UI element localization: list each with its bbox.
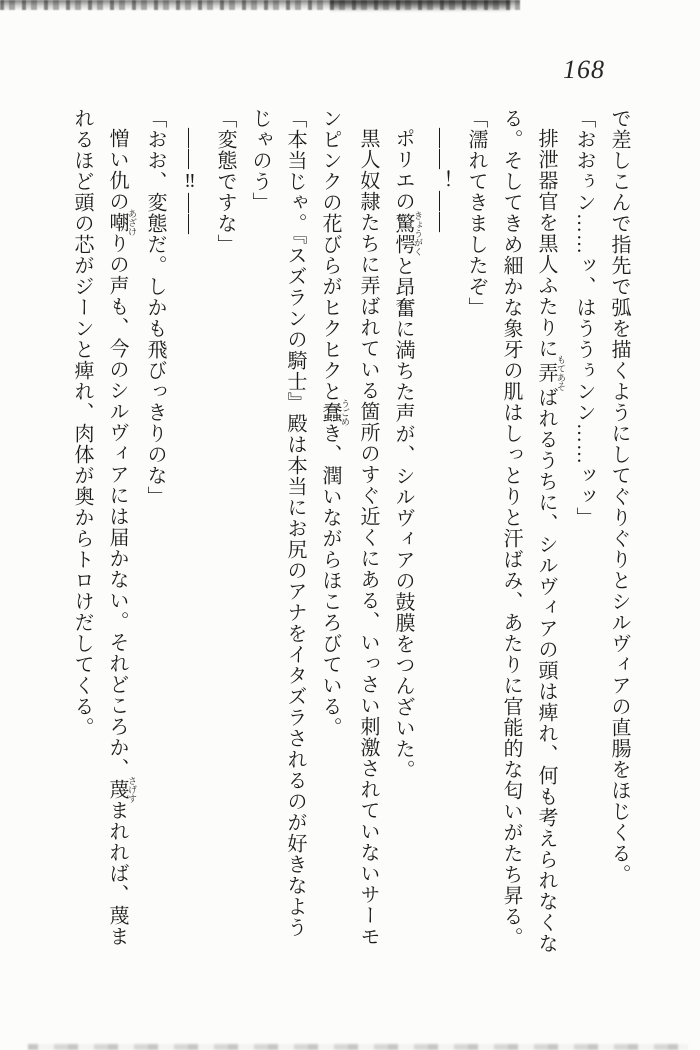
text-column-13: ――‼―― [179, 128, 201, 235]
scan-smudge-bottom [28, 1044, 688, 1050]
text-column-12: 「変態ですな」 [214, 108, 236, 255]
text-column-3: 排泄器官を黒人ふたりに弄 もてあそばれるうちに、シルヴィアの頭は痺れ、何も考えられなくな [535, 128, 566, 954]
ruby-base: 蠢 うごめ [319, 399, 350, 426]
text-column-9: ンピンクの花びらがヒクヒクと蠢 うごめき、潤いながらほころびている。 [319, 108, 350, 738]
text-column-6: ――！―― [430, 128, 452, 233]
text-column-15: 憎い仇の嘲 あざけりの声も、今のシルヴィアには届かない。それどころか、蔑 さげすまれれば、蔑ま [106, 128, 137, 947]
text-column-10: 「本当じゃ。『スズランの騎士』殿は本当にお尻のアナをイタズラされるのが好きなよう [284, 108, 306, 938]
text-column-2: 「おおぅン……ッ、はううぅンン……ッッ」 [573, 108, 595, 528]
text-column-7: ポリエの驚愕 きょうがくと昂奮に満ちた声が、シルヴィアの鼓膜をつんざいた。 [392, 128, 423, 781]
text-column-16: れるほど頭の芯がジーンと痺れ、肉体が奥からトロけだしてくる。 [71, 108, 93, 738]
ruby-base: 驚愕 きょうがく [392, 211, 423, 257]
text-column-11: じゃのう」 [249, 108, 271, 213]
furigana: さげす [127, 776, 137, 803]
text-column-14: 「おお、変態だ。しかも飛びっきりのな」 [144, 108, 166, 507]
text-column-8: 黒人奴隷たちに弄ばれている箇所のすぐ近くにある、いっさい刺激されていないサーモ [357, 128, 379, 947]
scan-smudge-top-right [330, 0, 510, 12]
furigana: あざけ [127, 209, 137, 236]
furigana: うごめ [340, 399, 350, 426]
furigana: もてあそ [556, 355, 566, 391]
vertical-text-block [64, 108, 636, 1013]
furigana: きょうがく [413, 211, 423, 257]
ruby-base: 弄 もてあそ [535, 355, 566, 391]
ruby-base: 蔑 さげす [106, 776, 137, 803]
ruby-base: 嘲 あざけ [106, 209, 137, 236]
text-column-4: る。そしてきめ細かな象牙の肌はしっとりと汗ばみ、あたりに官能的な匂いがたち昇る。 [500, 108, 522, 948]
text-column-1: で差しこんで指先で弧を描くようにしてぐりぐりとシルヴィアの直腸をほじくる。 [608, 108, 630, 885]
text-column-5: 「濡れてきましたぞ」 [465, 108, 487, 318]
page-number: 168 [563, 55, 605, 84]
